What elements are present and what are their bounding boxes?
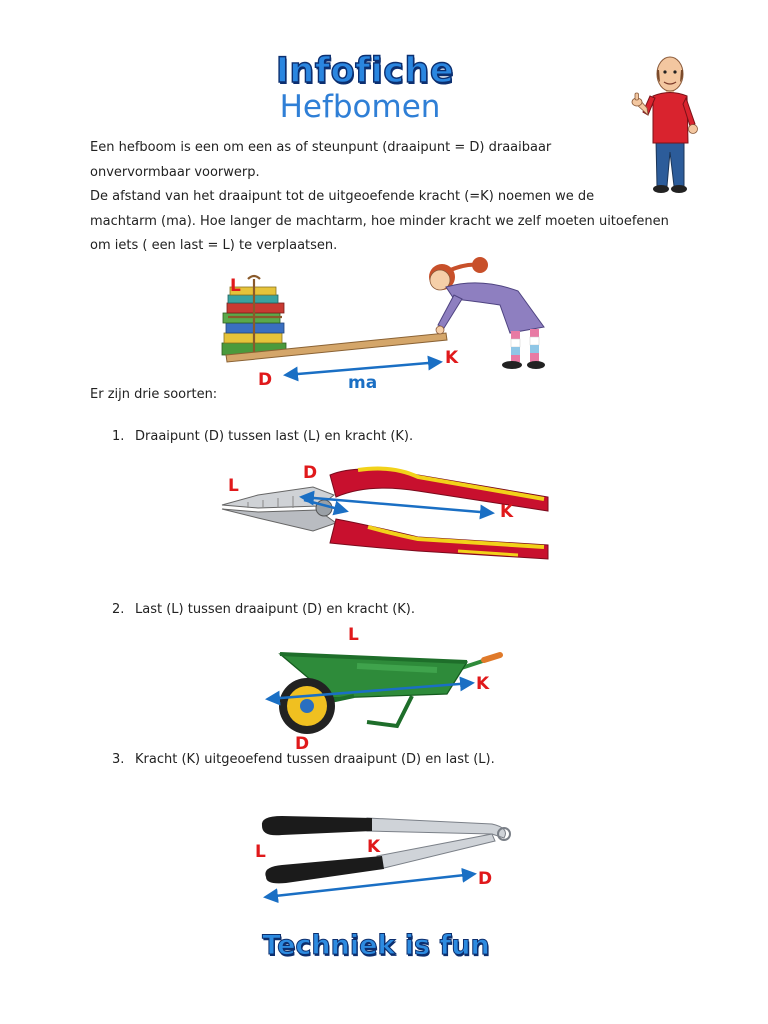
intro-line: Een hefboom is een om een as of steunpunt (draaipunt = D) draaibaar [90,140,552,155]
last-label: L [230,276,241,296]
footer-slogan: Techniek is fun [262,930,490,961]
tongs-icon [252,810,524,906]
kracht-label: K [367,837,381,857]
pliers-icon [218,455,553,573]
wheelbarrow-wheel [279,678,335,734]
pliers-jaws [222,487,336,531]
page-subtitle: Hefbomen [279,89,441,125]
type-number: 3. [112,752,125,767]
tongs-upper-arm [262,816,506,838]
kracht-label: K [445,348,459,368]
last-label: L [348,625,359,645]
type-text: Kracht (K) uitgeoefend tussen draaipunt (D) en last (L). [135,752,495,767]
mascot-body [632,88,698,143]
machtarm-label: ma [348,373,378,391]
intro-line: onvervormbaar voorwerp. [90,164,260,180]
intro-line: De afstand van het draaipunt tot de uitgeoefende kracht (=K) noemen we de [90,189,595,205]
kracht-label: K [476,674,490,694]
type-item-2 [112,598,415,622]
wheelbarrow-icon [262,624,506,754]
girl-lifting-books-lever-icon [218,255,550,391]
type-number: 1. [112,429,125,444]
type-number: 2. [112,602,125,617]
type-item-1 [112,425,413,449]
draaipunt-label: D [295,734,310,754]
mascot-head [657,57,683,91]
draaipunt-label: D [478,869,493,889]
striped-legs [511,329,539,362]
kracht-label: K [500,502,514,522]
intro-paragraph [90,136,730,259]
intro-line: om iets ( een last = L) te verplaatsen. [90,238,338,254]
draaipunt-label: D [258,370,273,390]
pliers-handles [330,469,548,559]
types-heading: Er zijn drie soorten: [90,387,218,402]
draaipunt-label: D [303,463,318,483]
last-label: L [255,842,266,862]
type-text: Last (L) tussen draaipunt (D) en kracht (K). [135,602,415,617]
last-label: L [228,476,239,496]
type-item-3 [112,748,495,772]
type-text: Draaipunt (D) tussen last (L) en kracht (K). [135,429,414,444]
page-title: Infofiche [275,51,455,91]
intro-line: machtarm (ma). Hoe langer de machtarm, hoe minder kracht we zelf moeten uitoefenen [90,213,669,229]
